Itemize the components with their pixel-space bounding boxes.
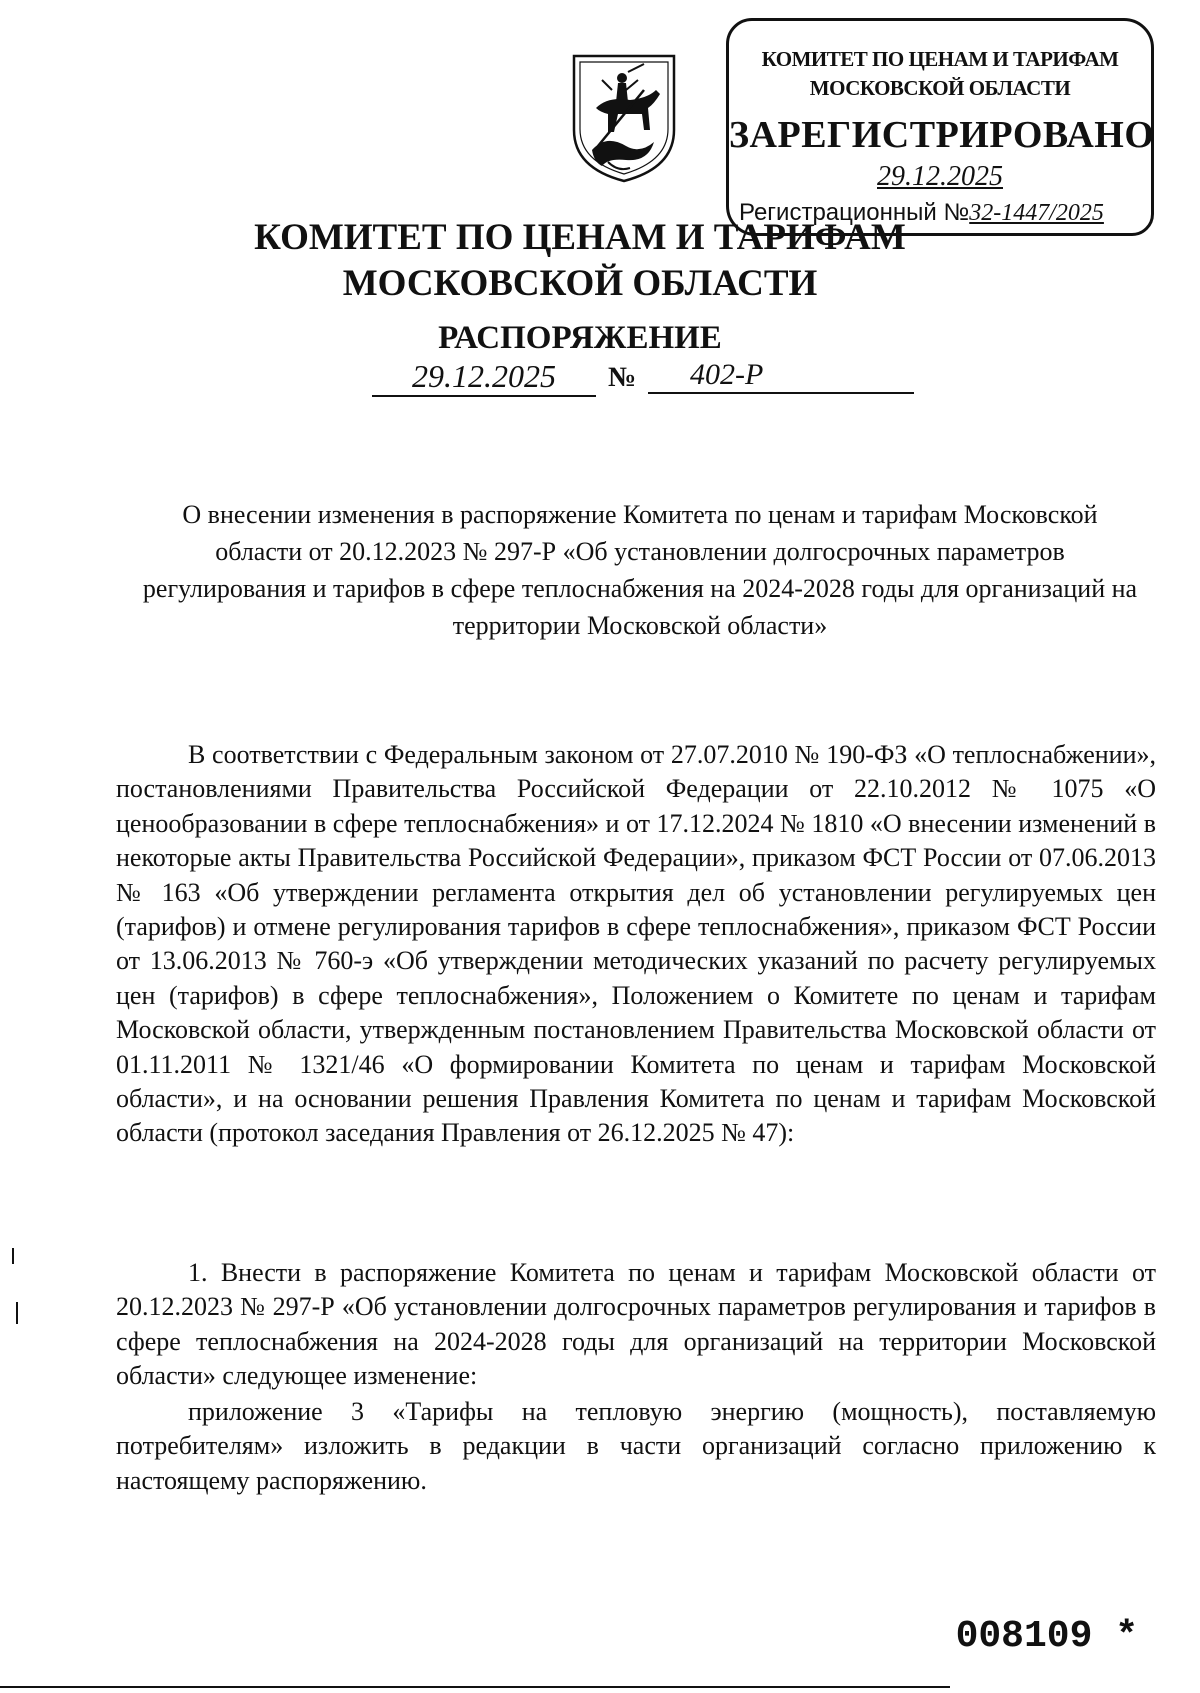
- date-number-line: [372, 358, 912, 402]
- stamp-date: 29.12.2025: [877, 161, 1003, 192]
- item-1-text-paragraph: приложение 3 «Тарифы на тепловую энергию (мощность), поставляемую потребителям» изложить в редакции в части организаций согласно приложению к настоящему распоряжению.: [116, 1397, 1156, 1495]
- number-sign: №: [608, 362, 637, 393]
- stamp-reg-number: 32-1447/2025: [969, 200, 1104, 226]
- margin-mark: [16, 1302, 18, 1324]
- margin-mark: [12, 1248, 14, 1264]
- org-name-line1: КОМИТЕТ ПО ЦЕНАМ И ТАРИФАМ: [254, 217, 906, 258]
- stamp-reg-label: Регистрационный №: [739, 199, 970, 226]
- document-title: О внесении изменения в распоряжение Комитета по ценам и тарифам Московской области от 20.12.2023 № 297-Р «Об установлении долгосрочных параметров регулирования и тарифов в сфере теплоснабжения на 2024-2028 годы для организаций на территории Московской области»: [142, 500, 1138, 640]
- preamble-paragraph: В соответствии с Федеральным законом от 27.07.2010 № 190-ФЗ «О теплоснабжении», постановлениями Правительства Российской Федерации от 22.10.2012 № 1075 «О ценообразовании в сфере теплоснабжения» и от 17.12.2024 № 1810 «О внесении изменений в некоторые акты Правительства Российской Федерации», приказом ФСТ России от 07.06.2013 № 163 «Об утверждении регламента открытия дел об установлении регулируемых цен (тарифов) и отмене регулирования тарифов в сфере теплоснабжения», приказом ФСТ России от 13.06.2013 № 760-э «Об утверждении методических указаний по расчету регулируемых цен (тарифов) в сфере теплоснабжения», Положением о Комитете по ценам и тарифам Московской области, утвержденным постановлением Правительства Московской области от 01.11.2011 № 1321/46 «О формировании Комитета по ценам и тарифам Московской области», и на основании решения Правления Комитета по ценам и тарифам Московской области (протокол заседания Правления от 26.12.2025 № 47):: [116, 740, 1156, 1148]
- document-type: РАСПОРЯЖЕНИЕ: [438, 320, 722, 356]
- order-date: 29.12.2025: [372, 358, 596, 397]
- stamp-status: ЗАРЕГИСТРИРОВАНО: [729, 114, 1155, 156]
- stamp-org-line1: КОМИТЕТ ПО ЦЕНАМ И ТАРИФАМ: [761, 47, 1119, 71]
- order-number: 402-Р: [648, 358, 914, 394]
- org-name-line2: МОСКОВСКОЙ ОБЛАСТИ: [342, 263, 818, 304]
- registration-stamp: [726, 18, 1154, 236]
- stamp-org-line2: МОСКОВСКОЙ ОБЛАСТИ: [809, 76, 1071, 100]
- serial-number: 008109 *: [955, 1615, 1138, 1658]
- moscow-region-coat-of-arms-icon: [568, 50, 680, 185]
- item-1-paragraph: 1. Внести в распоряжение Комитета по ценам и тарифам Московской области от 20.12.2023 № 297-Р «Об установлении долгосрочных параметров регулирования и тарифов в сфере теплоснабжения на 2024-2028 годы для организаций на территории Московской области» следующее изменение:: [116, 1258, 1156, 1391]
- bottom-rule: [0, 1686, 950, 1688]
